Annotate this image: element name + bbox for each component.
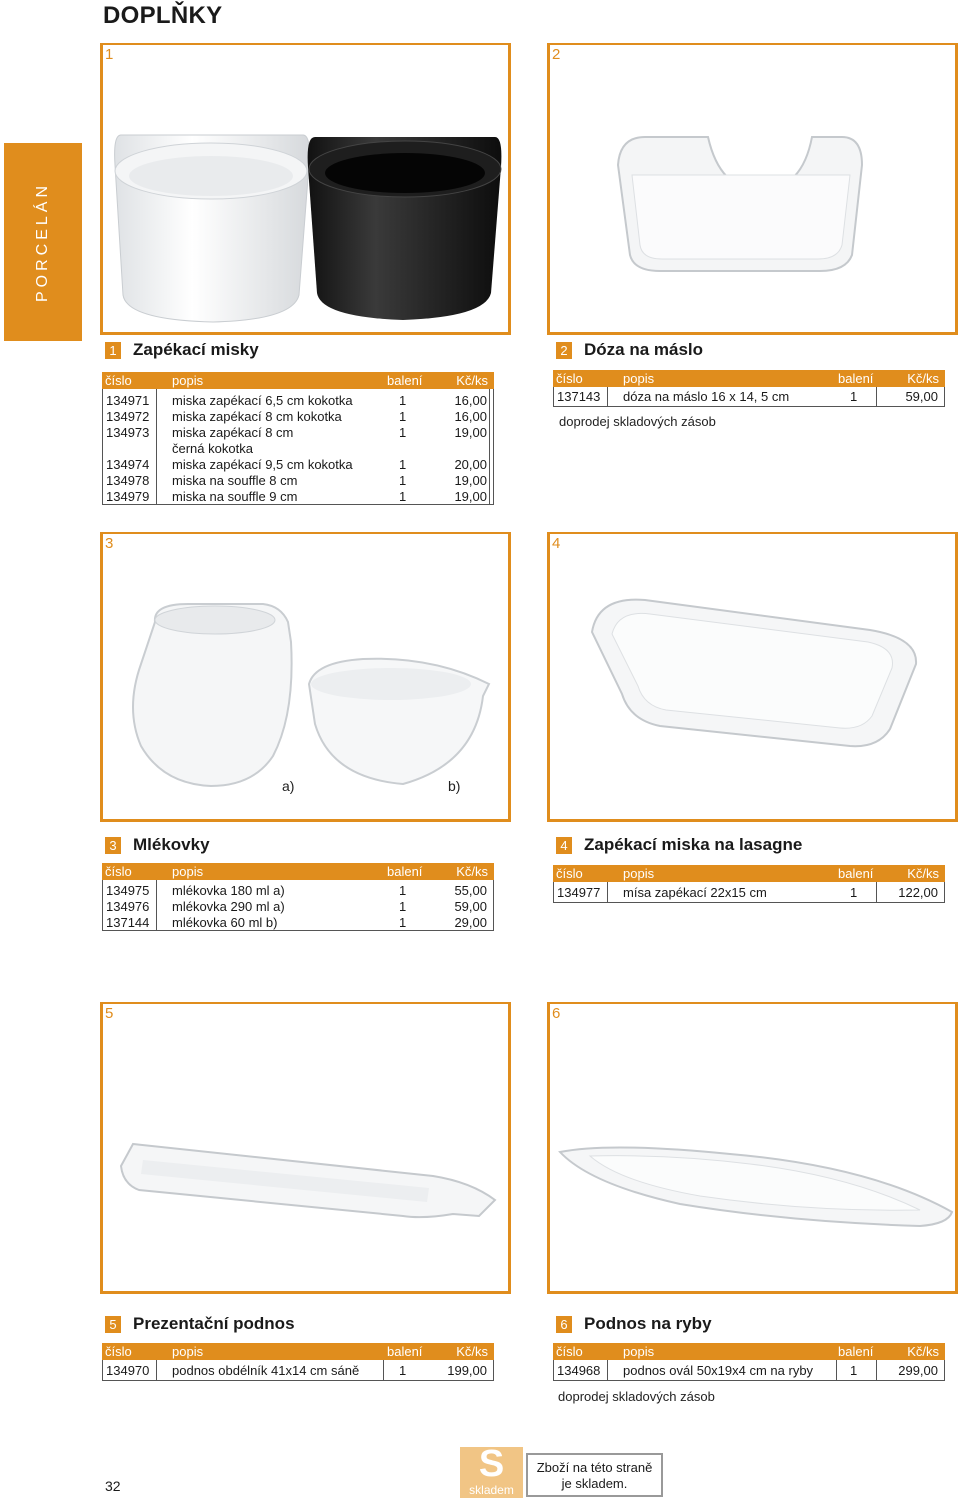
page-number: 32	[105, 1478, 121, 1494]
section-title: Dóza na máslo	[584, 340, 704, 359]
category-tab	[4, 143, 82, 341]
photo-frame-5	[100, 1002, 511, 1294]
clearance-note: doprodej skladových zásob	[558, 1389, 715, 1404]
serving-tray-photo	[103, 1004, 511, 1294]
photo-number: 1	[105, 46, 114, 63]
caption-a: a)	[282, 778, 295, 794]
section-header-4	[556, 835, 802, 855]
photo-number: 6	[552, 1005, 561, 1022]
table-header: číslo popis balení Kč/ks	[102, 372, 494, 389]
table-row: 134977 mísa zapékací 22x15 cm 1 122,00	[557, 885, 938, 900]
fish-platter-photo	[550, 1004, 958, 1294]
section-header-2	[556, 340, 703, 360]
section-title: Zapékací misky	[133, 340, 259, 359]
stock-legend-line2: je skladem.	[561, 1476, 628, 1491]
photo-number: 4	[552, 535, 561, 552]
page-title: DOPLŇKY	[103, 2, 223, 29]
photo-frame-1	[100, 43, 511, 335]
section-header-5	[105, 1314, 295, 1334]
table-row: 134973 miska zapékací 8 cm 1 19,00	[106, 425, 487, 440]
table-header: číslo popis balení Kč/ks	[553, 865, 945, 882]
section-title: Prezentační podnos	[133, 1314, 295, 1333]
price-table-6	[553, 1343, 945, 1381]
table-row: 134978 miska na souffle 8 cm 1 19,00	[106, 473, 487, 488]
section-header-1	[105, 340, 259, 360]
table-row: 134972 miska zapékací 8 cm kokotka 1 16,00	[106, 409, 487, 424]
table-header: číslo popis balení Kč/ks	[553, 1343, 945, 1360]
stock-legend	[526, 1453, 663, 1497]
photo-number: 3	[105, 535, 114, 552]
price-table-1	[102, 372, 494, 505]
section-header-3	[105, 835, 210, 855]
lasagne-dish-photo	[550, 534, 958, 822]
stock-logo-letter: S	[478, 1443, 505, 1485]
table-row: 134979 miska na souffle 9 cm 1 19,00	[106, 489, 487, 504]
table-header: číslo popis balení Kč/ks	[102, 1343, 494, 1360]
table-row: 134976 mlékovka 290 ml a) 1 59,00	[106, 899, 487, 914]
table-row: 134975 mlékovka 180 ml a) 1 55,00	[106, 883, 487, 898]
stock-logo	[460, 1443, 523, 1498]
caption-b: b)	[448, 778, 461, 794]
table-row: 134971 miska zapékací 6,5 cm kokotka 1 16,00	[106, 393, 487, 408]
photo-number: 5	[105, 1005, 114, 1022]
photo-frame-6	[547, 1002, 958, 1294]
ramekins-photo	[103, 45, 511, 335]
section-badge: 1	[105, 342, 121, 359]
table-row: 137144 mlékovka 60 ml b) 1 29,00	[106, 915, 487, 930]
section-title: Podnos na ryby	[584, 1314, 712, 1333]
section-title: Mlékovky	[133, 835, 210, 854]
section-badge: 3	[105, 837, 121, 854]
table-header: číslo popis balení Kč/ks	[102, 863, 494, 880]
price-table-2	[553, 370, 945, 407]
section-badge: 2	[556, 342, 572, 359]
table-row: 137143 dóza na máslo 16 x 14, 5 cm 1 59,00	[557, 389, 938, 404]
photo-number: 2	[552, 46, 561, 63]
table-header: číslo popis balení Kč/ks	[553, 370, 945, 387]
butter-dish-photo	[550, 45, 958, 335]
section-header-6	[556, 1314, 712, 1334]
photo-frame-3	[100, 532, 511, 822]
price-table-3	[102, 863, 494, 931]
section-badge: 6	[556, 1316, 572, 1333]
table-row: 134974 miska zapékací 9,5 cm kokotka 1 20,00	[106, 457, 487, 472]
price-table-4	[553, 865, 945, 903]
stock-logo-word: skladem	[469, 1483, 514, 1497]
section-badge: 5	[105, 1316, 121, 1333]
photo-frame-4	[547, 532, 958, 822]
table-row: 134970 podnos obdélník 41x14 cm sáně 1 199,00	[106, 1363, 487, 1378]
table-row: 134968 podnos ovál 50x19x4 cm na ryby 1 299,00	[557, 1363, 938, 1378]
clearance-note: doprodej skladových zásob	[559, 414, 716, 429]
category-tab-label: PORCELÁN	[34, 181, 51, 303]
table-row: černá kokotka	[172, 441, 253, 456]
stock-legend-line1: Zboží na této straně	[536, 1460, 653, 1475]
section-title: Zapékací miska na lasagne	[584, 835, 803, 854]
photo-frame-2	[547, 43, 958, 335]
price-table-5	[102, 1343, 494, 1381]
section-badge: 4	[556, 837, 572, 854]
